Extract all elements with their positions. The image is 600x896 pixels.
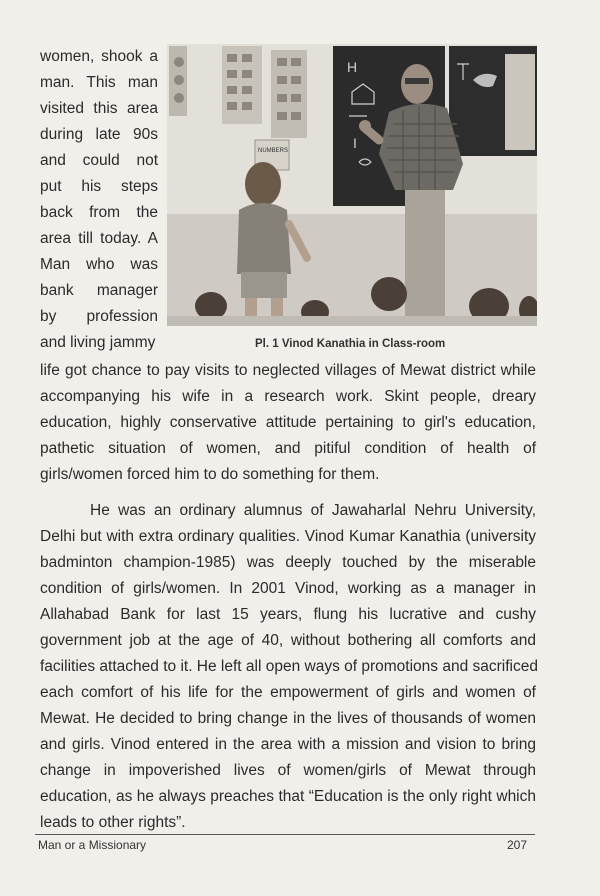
text-line: leads to other rights”. [40, 814, 186, 831]
side-line: visited this area [40, 100, 158, 117]
side-line: back from the [40, 204, 158, 221]
side-column-text [40, 44, 158, 356]
text-line: Allahabad Bank for last 15 years, flung his lucrative and cushy [40, 606, 536, 623]
side-line: women, shook a [40, 48, 158, 65]
paragraph [40, 358, 536, 488]
side-line: and living jammy [40, 334, 156, 351]
text-line: accompanying his wife in a research work. Skint people, dreary [40, 388, 536, 405]
side-line: Man who was [40, 256, 158, 273]
side-line: area till today. A [40, 230, 158, 247]
side-line: man. This man [40, 74, 158, 91]
running-footer-title: Man or a Missionary [38, 838, 147, 852]
side-line: bank manager [40, 282, 158, 299]
svg-text:I: I [353, 135, 357, 151]
paragraph [40, 498, 536, 836]
text-line: pathetic situation of women, and pitiful condition of health of [40, 440, 536, 457]
figure-caption: Pl. 1 Vinod Kanathia in Class-room [255, 338, 446, 350]
text-line: Delhi but with extra ordinary qualities. Vinod Kumar Kanathia (university [40, 528, 536, 545]
text-line: girls/women forced him to do something for them. [40, 466, 380, 483]
side-line: put his steps [40, 178, 158, 195]
side-line: by profession [40, 308, 158, 325]
text-line: and girls. Vinod entered in the area with a mission and vision to bring [40, 736, 536, 753]
text-line: facilities attached to it. He left all open ways of promotions and sacrificed [40, 658, 538, 675]
text-line: change in impoverished lives of women/girls of Mewat through [40, 762, 536, 779]
side-line: during late 90s [40, 126, 158, 143]
page-number: 207 [507, 838, 528, 852]
body-text [40, 358, 536, 836]
svg-text:H: H [347, 59, 358, 75]
text-line: government job at the age of 40, without bothering all comforts and [40, 632, 536, 649]
text-line: badminton champion-1985) was deeply touched by the miserable [40, 554, 536, 571]
text-line: He was an ordinary alumnus of Jawaharlal Nehru University, [90, 502, 536, 519]
text-line: life got chance to pay visits to neglected villages of Mewat district while [40, 362, 536, 379]
classroom-photo [167, 44, 537, 326]
text-line: education, highly conservative attitude pertaining to girl's education, [40, 414, 536, 431]
side-line: and could not [40, 152, 158, 169]
svg-text:NUMBERS: NUMBERS [258, 148, 289, 154]
footer-divider [35, 834, 535, 835]
text-line: each comfort of his life for the empowerment of girls and women of [40, 684, 536, 701]
text-line: education, as he always preaches that “Education is the only right which [40, 788, 536, 805]
text-line: condition of girls/women. In 2001 Vinod, working as a manager in [40, 580, 536, 597]
text-line: Mewat. He decided to bring change in the lives of thousands of women [40, 710, 536, 727]
